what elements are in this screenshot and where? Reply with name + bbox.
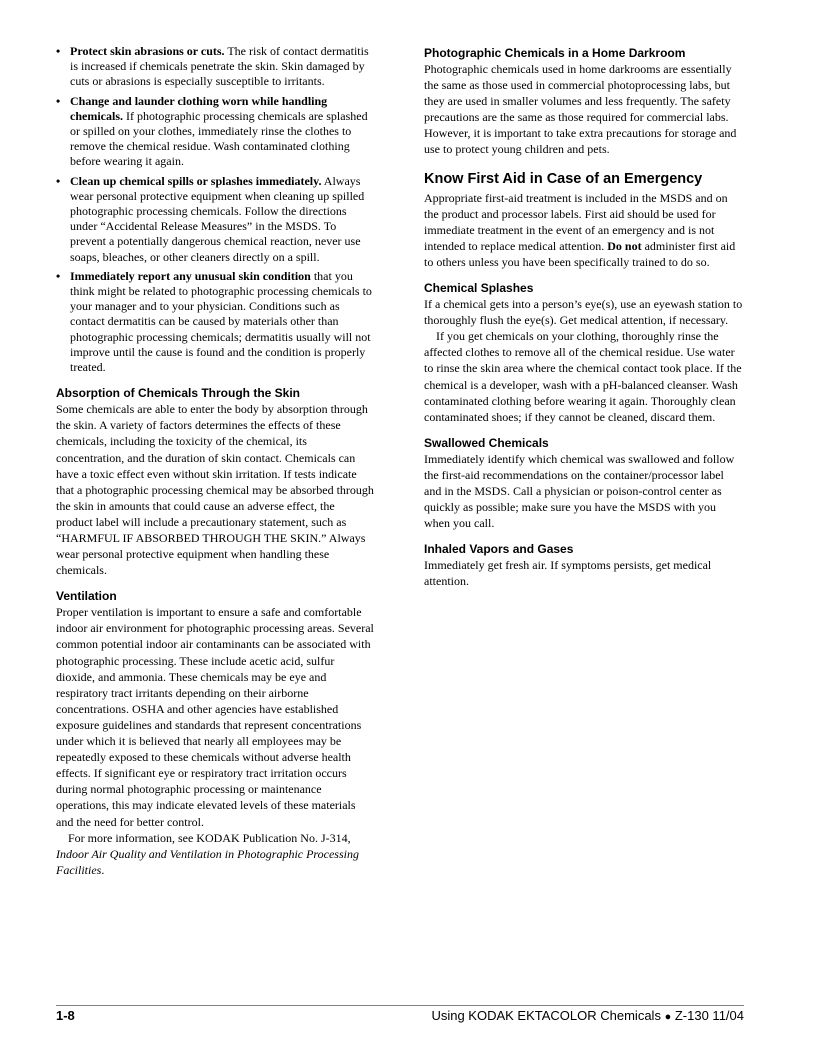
bullet-lead: Change and launder clothing worn while handling chemicals. — [70, 93, 328, 123]
bullet-icon: • — [56, 44, 61, 58]
swallowed-body: Immediately identify which chemical was swallowed and follow the first-aid recommendations on the container/processor label and in the MSDS. Call a physician or poison-control center as quickly as possible; make sure you have the MSDS with you when you call. — [424, 451, 735, 531]
bullet-item — [56, 44, 374, 90]
first-aid-emphasis: Do not — [607, 238, 642, 253]
bullet-text: The risk of contact dermatitis is increased if chemicals penetrate the skin. Skin damaged by cuts or abrasions is especially susceptible to irritants. — [70, 44, 369, 89]
ventilation-heading: Ventilation — [56, 589, 117, 604]
bullet-lead: Protect skin abrasions or cuts. — [70, 44, 225, 58]
bullet-icon: • — [56, 173, 61, 188]
splashes-heading: Chemical Splashes — [424, 281, 534, 296]
bullet-text: If photographic processing chemicals are splashed or spilled on your clothes, immediately rinse the clothes to remove the chemical residue. Wash contaminated clothing before wearing it again. — [70, 108, 368, 169]
absorption-heading: Absorption of Chemicals Through the Skin — [56, 386, 301, 401]
ventilation-reference — [56, 830, 374, 878]
left-column — [56, 44, 374, 878]
bullet-item — [56, 269, 374, 375]
bullet-lead: Immediately report any unusual skin condition — [70, 268, 311, 283]
reference-prefix: For more information, see KODAK Publication No. J-314, — [68, 830, 351, 845]
right-column — [424, 44, 744, 589]
bullet-icon: • — [56, 268, 61, 283]
bullet-separator-icon: ● — [664, 1011, 672, 1023]
bullet-item — [56, 94, 374, 170]
first-aid-text-before: Appropriate first-aid treatment is included in the MSDS and on the product and processor labels. First aid should be used for immediate treatment in the event of an emergency and is not intended to replace medical attention. — [424, 190, 728, 253]
footer-publication-line — [431, 1008, 744, 1025]
reference-title: Indoor Air Quality and Ventilation in Photographic Processing Facilities — [56, 846, 359, 877]
page-number: 1-8 — [56, 1008, 75, 1023]
footer-divider — [56, 1005, 744, 1006]
splashes-body-eyes: If a chemical gets into a person’s eye(s), use an eyewash station to thoroughly flush the eye(s). Get medical attention, if necessary. — [424, 297, 743, 328]
publication-title: Using KODAK EKTACOLOR Chemicals — [431, 1008, 661, 1023]
bullet-icon: • — [56, 93, 61, 108]
swallowed-heading: Swallowed Chemicals — [424, 435, 549, 450]
darkroom-body: Photographic chemicals used in home darkrooms are essentially the same as those used in commercial photoprocessing labs, but they are used in smaller volumes and less frequently. The safety precautions are the same as those required for commercial labs. However, it is important to take extra precautions for storage and use to protect young children and pets. — [424, 62, 737, 157]
ventilation-body: Proper ventilation is important to ensure a safe and comfortable indoor air environment for photographic processing areas. Several common potential indoor air contaminants can be associated with photographic processing. These include acetic acid, sulfur dioxide, and ammonia. These chemicals may be eye and respiratory tract irritants depending on their airborne concentrations. OSHA and other agencies have established exposure guidelines and standards that represent concentrations under which it is believed that nearly all employees may be repeatedly exposed to these chemicals without adverse health effects. If significant eye or respiratory tract irritation occurs during normal photographic processing or maintenance operations, this may indicate elevated levels of these materials and the need for better control. — [56, 605, 374, 829]
bullet-lead: Clean up chemical spills or splashes immediately. — [70, 173, 322, 188]
first-aid-body — [424, 190, 744, 270]
reference-suffix: . — [101, 862, 105, 877]
splashes-body-clothing: If you get chemicals on your clothing, thoroughly rinse the affected clothes to remove all of the chemical residue. Use water to rinse the skin area where the chemical contact took place. If the chemical is a developer, wash with a pH-balanced cleanser. Wash contaminated clothing before wearing it again. Thoroughly clean contaminated shoes; if they cannot be cleaned, discard them. — [424, 329, 742, 424]
darkroom-heading: Photographic Chemicals in a Home Darkroom — [424, 46, 686, 60]
inhaled-body: Immediately get fresh air. If symptoms persists, get medical attention. — [424, 558, 712, 589]
safety-bullet-list — [56, 44, 374, 375]
inhaled-heading: Inhaled Vapors and Gases — [424, 542, 574, 557]
first-aid-heading: Know First Aid in Case of an Emergency — [424, 170, 703, 187]
absorption-body: Some chemicals are able to enter the body by absorption through the skin. A variety of factors determines the effects of these chemicals, including the toxicity of the chemical, its concentration, and the duration of skin contact. Chemicals can have a toxic effect even without skin irritation. If tests indicate that a photographic processing chemical may be absorbed through the skin in amounts that could cause an adverse effect, the product label will include a precautionary statement, such as “HARMFUL IF ABSORBED THROUGH THE SKIN.” Always wear personal protective equipment when handling these chemicals. — [56, 402, 374, 578]
bullet-text: Always wear personal protective equipment when cleaning up spilled photographic processing chemicals. Follow the directions under “Accidental Release Measures” in the MSDS. To prevent a potentially dangerous chemical reaction, never use soaps, bleaches, or other cleaners directly on a spill. — [70, 173, 365, 264]
bullet-text: that you think might be related to photographic processing chemicals to your manager and to your physician. Conditions such as contact dermatitis can be caused by materials other than photographic processing chemicals; dermatitis usually will not improve until the cause is found and the condition is properly treated. — [70, 268, 372, 375]
publication-code: Z-130 11/04 — [674, 1008, 744, 1023]
bullet-item — [56, 174, 374, 265]
first-aid-text-after: administer first aid to others unless you have been specifically trained to do so. — [424, 238, 736, 269]
